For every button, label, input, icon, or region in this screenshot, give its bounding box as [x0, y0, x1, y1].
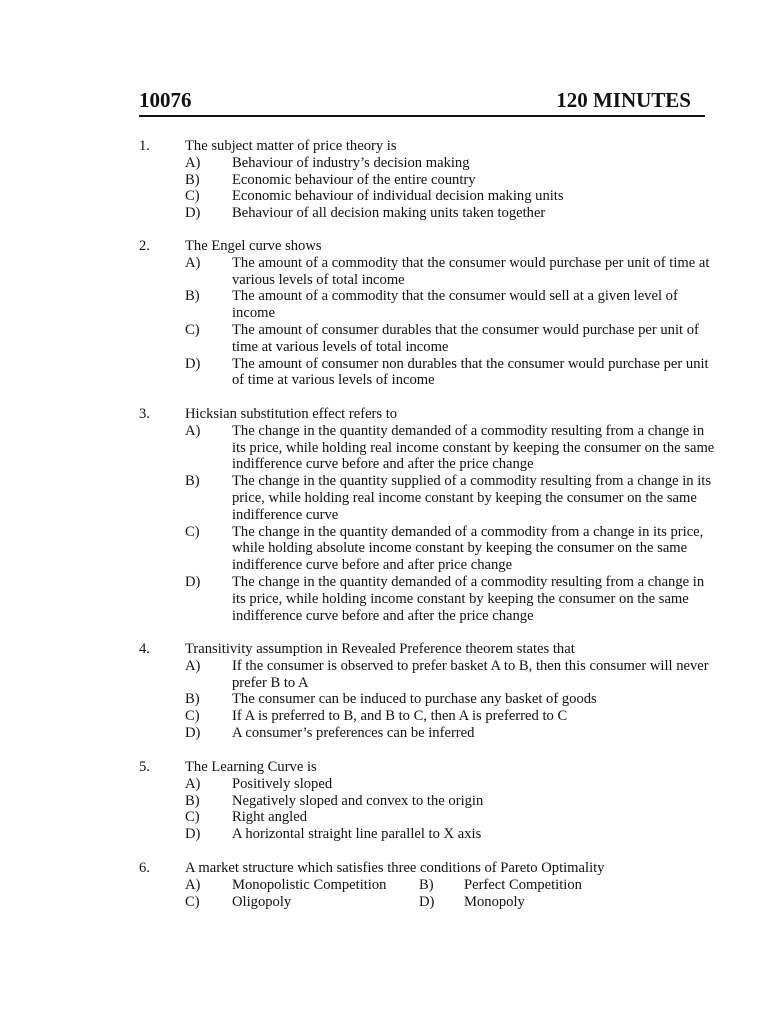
option-label: B)	[185, 792, 200, 809]
option-text: Behaviour of industry’s decision making	[232, 154, 470, 171]
option-label: B)	[185, 171, 200, 188]
question-5	[139, 759, 719, 843]
question-stem: A market structure which satisfies three conditions of Pareto Optimality	[185, 860, 605, 876]
question-stem: Transitivity assumption in Revealed Preference theorem states that	[185, 641, 575, 657]
option-text: Oligopoly	[232, 893, 292, 910]
option-b	[185, 691, 719, 708]
option-a	[185, 658, 719, 692]
option-label: B)	[185, 288, 200, 305]
question-4	[139, 641, 719, 742]
option-label: D)	[185, 724, 201, 741]
option-d	[185, 826, 719, 843]
option-text: Right angled	[232, 809, 307, 826]
option-b	[185, 288, 719, 322]
question-number: 5.	[139, 759, 150, 775]
option-text: The consumer can be induced to purchase any basket of goods	[232, 691, 597, 708]
option-label: B)	[419, 876, 434, 893]
option-row-1	[185, 877, 719, 894]
option-text: A horizontal straight line parallel to X axis	[232, 826, 482, 843]
option-label: C)	[185, 321, 200, 338]
exam-duration: 120 MINUTES	[556, 88, 691, 112]
option-label: A)	[185, 876, 201, 893]
option-label: A)	[185, 422, 201, 439]
option-b	[185, 473, 719, 523]
option-text: The amount of a commodity that the consumer would purchase per unit of time at various levels of total income	[232, 254, 710, 288]
option-a	[185, 155, 719, 172]
option-row-2	[185, 894, 719, 911]
option-text: Economic behaviour of the entire country	[232, 171, 476, 188]
option-text: The amount of consumer durables that the consumer would purchase per unit of time at various levels of total income	[232, 321, 699, 355]
question-number: 1.	[139, 138, 150, 154]
option-text: The change in the quantity demanded of a commodity resulting from a change in its price, while holding income constant by keeping the consumer on the same indifference curve before and after the price change	[232, 573, 705, 624]
option-text: The amount of consumer non durables that the consumer would purchase per unit of time at various levels of income	[232, 355, 709, 389]
option-text: The change in the quantity demanded of a commodity resulting from a change in its price, while holding real income constant by keeping the consumer on the same indifference curve before and after the price change	[232, 422, 715, 473]
question-number: 2.	[139, 238, 150, 254]
option-text: Negatively sloped and convex to the origin	[232, 792, 484, 809]
option-label: A)	[185, 657, 201, 674]
question-3	[139, 406, 719, 624]
question-stem: The Learning Curve is	[185, 759, 317, 775]
option-text: Economic behaviour of individual decision making units	[232, 188, 564, 205]
option-text: Monopolistic Competition	[232, 876, 387, 893]
option-text: Perfect Competition	[464, 876, 582, 893]
exam-header	[139, 88, 705, 117]
option-label: D)	[185, 826, 201, 843]
option-b	[185, 793, 719, 810]
option-a	[185, 255, 719, 289]
option-d	[185, 205, 719, 222]
option-text: A consumer’s preferences can be inferred	[232, 724, 475, 741]
option-c	[185, 708, 719, 725]
paper-code: 10076	[139, 88, 192, 112]
option-a	[185, 423, 719, 473]
option-c	[185, 809, 719, 826]
question-stem: The Engel curve shows	[185, 238, 322, 254]
option-text: The change in the quantity demanded of a commodity from a change in its price, while holding absolute income constant by keeping the consumer on the same indifference curve before and after price change	[232, 523, 704, 574]
question-number: 4.	[139, 641, 150, 657]
option-label: A)	[185, 154, 201, 171]
option-label: A)	[185, 775, 201, 792]
option-text: The amount of a commodity that the consumer would sell at a given level of income	[232, 288, 678, 322]
option-a	[185, 776, 719, 793]
option-b	[185, 172, 719, 189]
option-text: Positively sloped	[232, 775, 333, 792]
option-label: A)	[185, 254, 201, 271]
question-number: 6.	[139, 860, 150, 876]
option-text: If A is preferred to B, and B to C, then A is preferred to C	[232, 708, 568, 725]
question-2	[139, 238, 719, 389]
option-text: Monopoly	[464, 893, 525, 910]
option-d	[185, 574, 719, 624]
option-c	[185, 322, 719, 356]
option-c	[185, 524, 719, 574]
option-label: C)	[185, 893, 200, 910]
option-label: B)	[185, 691, 200, 708]
option-text: The change in the quantity supplied of a commodity resulting from a change in its price, while holding real income constant by keeping the consumer on the same indifference curve	[232, 473, 712, 523]
option-label: D)	[185, 573, 201, 590]
question-stem: Hicksian substitution effect refers to	[185, 406, 398, 422]
option-text: If the consumer is observed to prefer basket A to B, then this consumer will never prefer B to A	[232, 657, 709, 691]
question-1	[139, 138, 719, 222]
option-d	[185, 356, 719, 390]
option-label: D)	[419, 893, 435, 910]
option-label: C)	[185, 708, 200, 725]
option-label: C)	[185, 809, 200, 826]
option-label: B)	[185, 473, 200, 490]
question-number: 3.	[139, 406, 150, 422]
question-6	[139, 860, 719, 910]
option-d	[185, 725, 719, 742]
option-label: D)	[185, 205, 201, 222]
question-stem: The subject matter of price theory is	[185, 138, 397, 154]
option-label: C)	[185, 188, 200, 205]
option-label: C)	[185, 523, 200, 540]
option-label: D)	[185, 355, 201, 372]
option-text: Behaviour of all decision making units taken together	[232, 205, 546, 222]
option-c	[185, 188, 719, 205]
